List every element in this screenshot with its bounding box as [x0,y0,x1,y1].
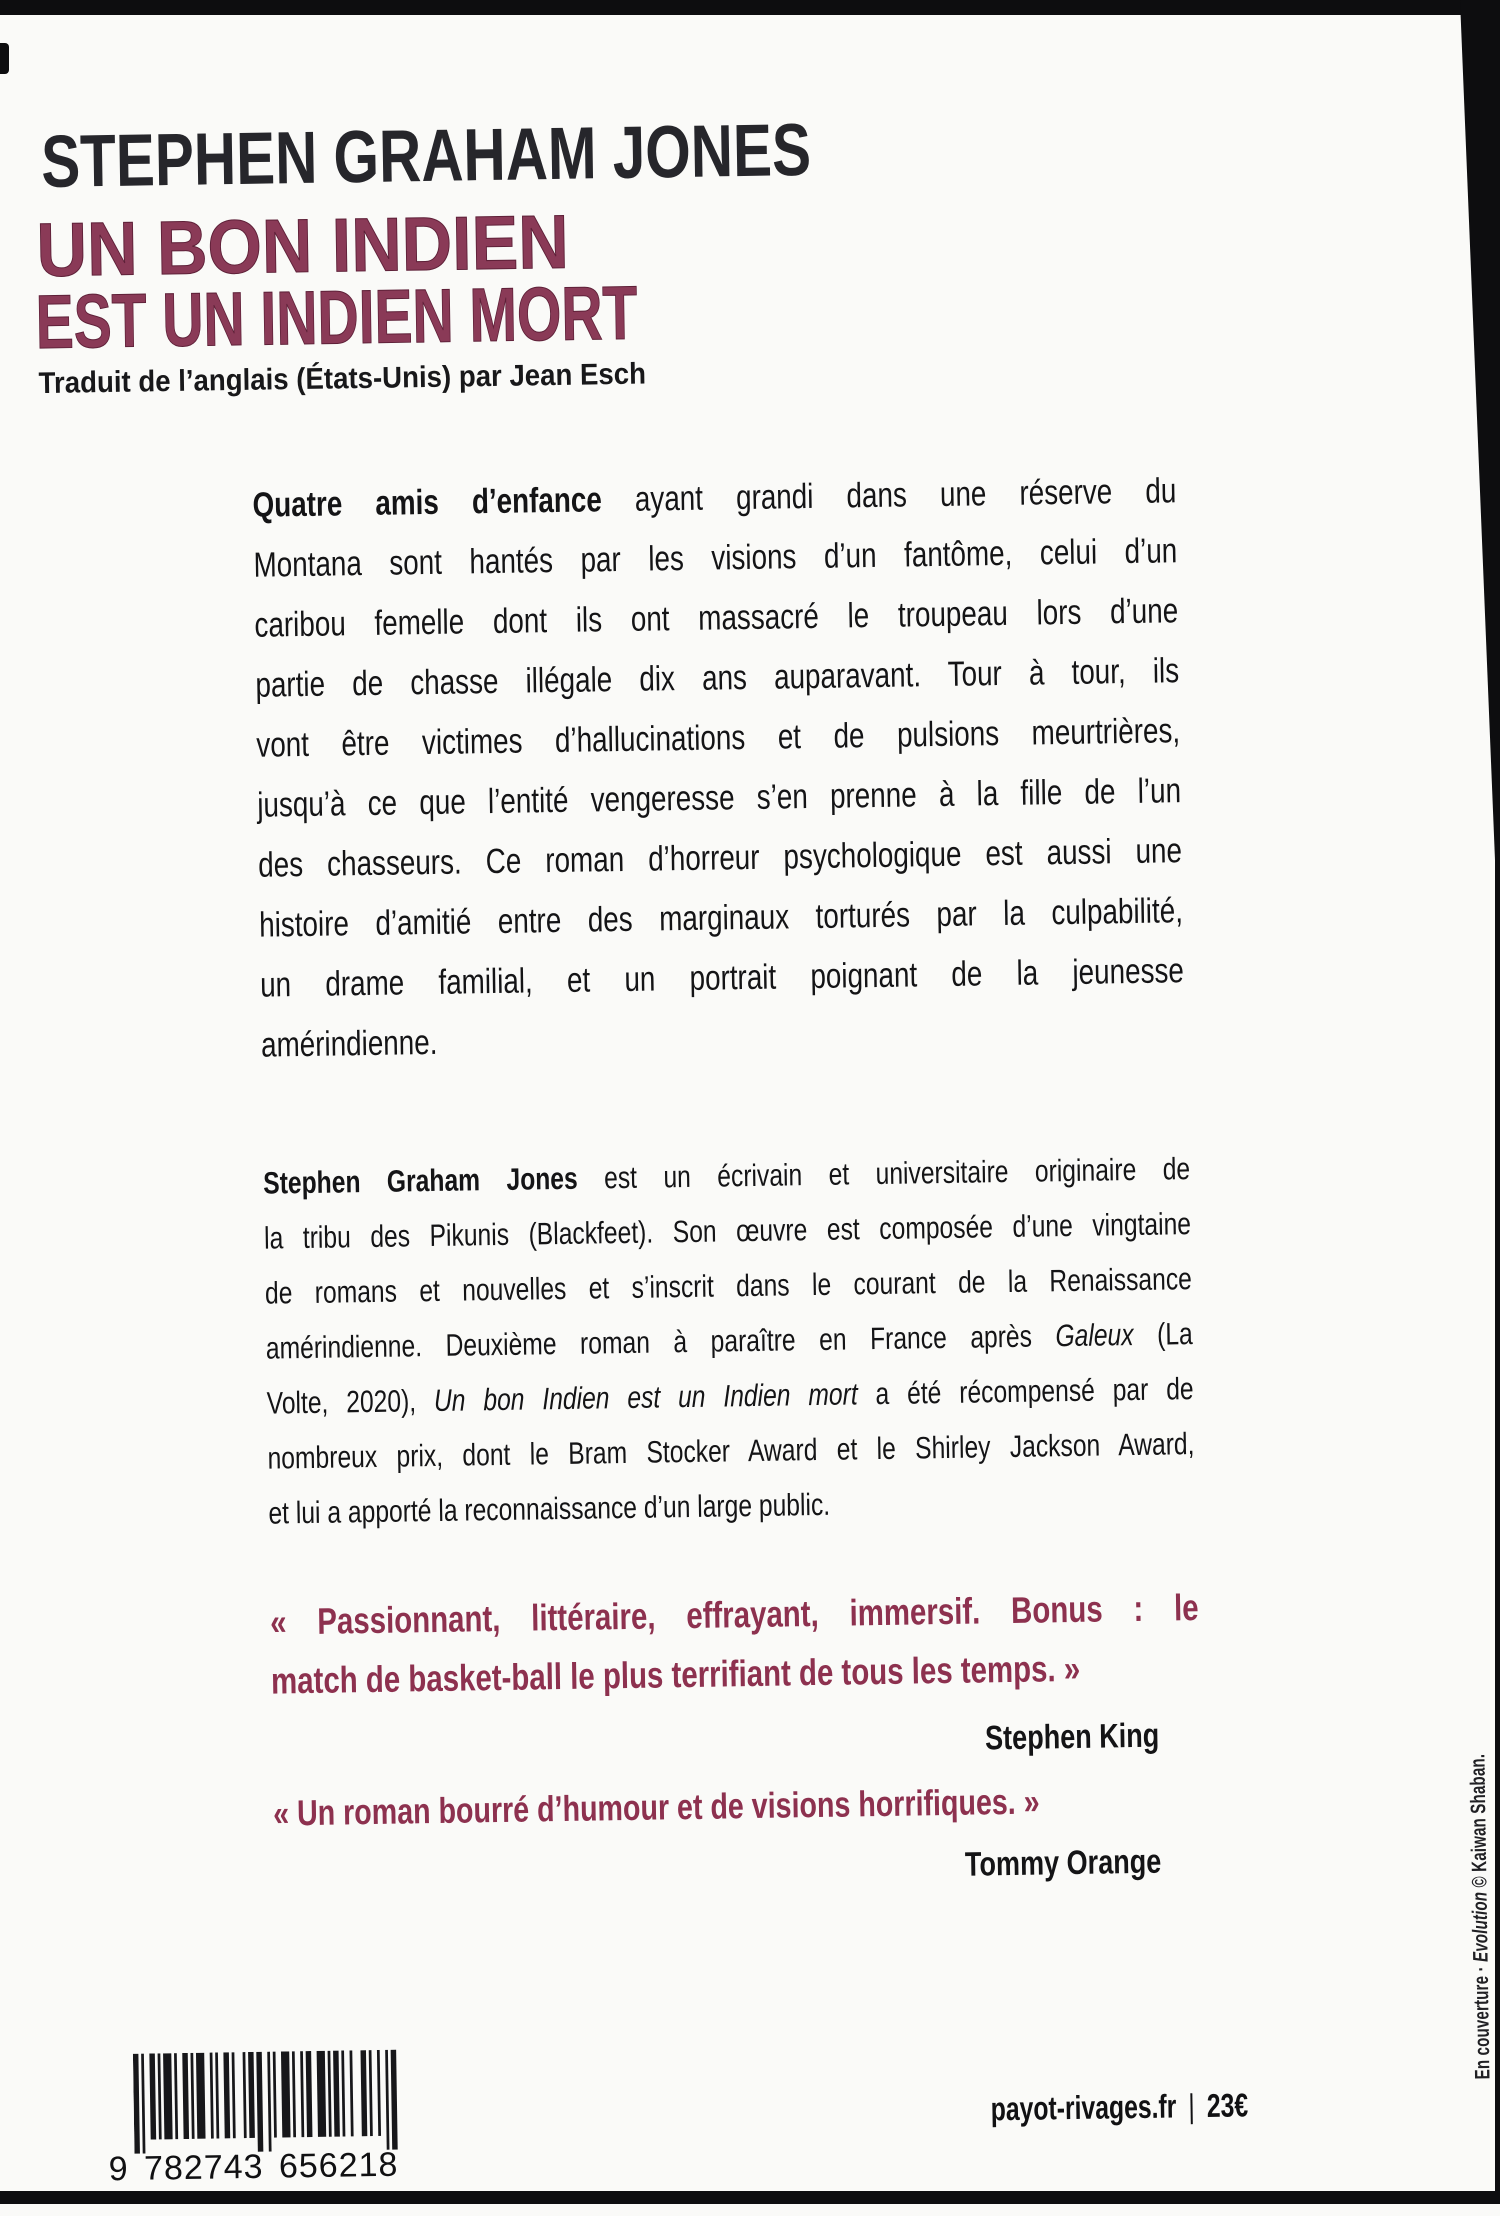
synopsis-line: Montana sont hantés par les visions d’un fantôme, celui d’un [253,531,1178,585]
price: 23€ [1206,2086,1249,2124]
bio-line: et lui a apporté la reconnaissance d’un large public. [268,1486,831,1531]
tommy-orange-quote [273,1776,1203,1899]
bio-line: amérindienne. Deuxième roman à paraître en France après Galeux (La [265,1316,1193,1366]
synopsis-line: Quatre amis d’enfance ayant grandi dans une réserve du [252,471,1177,525]
barcode-bars [133,2050,401,2154]
quote-line: « Un roman bourré d’humour et de visions horrifiques. » [272,1780,1040,1834]
synopsis-line: partie de chasse illégale dix ans auparavant. Tour à tour, ils [255,651,1180,705]
bio-line: nombreux prix, dont le Bram Stocker Award et le Shirley Jackson Award, [267,1426,1195,1476]
bio-line: Volte, 2020), Un bon Indien est un Indien mort a été récompensé par de [266,1371,1194,1421]
quote-line: match de basket-ball le plus terrifiant de tous les temps. » [270,1647,1081,1702]
separator: | [1187,2087,1195,2125]
barcode-number: 9 782743 656218 [108,2145,399,2189]
synopsis-line: un drame familial, et un portrait poignant de la jeunesse [259,951,1185,1005]
publisher-website: payot-rivages.fr [990,2087,1177,2128]
barcode [108,2050,401,2189]
synopsis-line: des chasseurs. Ce roman d’horreur psychologique est aussi une [257,831,1183,885]
quote-line: « Passionnant, littéraire, effrayant, immersif. Bonus : le [269,1587,1199,1643]
bio-line: Stephen Graham Jones est un écrivain et universitaire originaire de [262,1151,1191,1201]
stephen-king-quote [270,1578,1201,1780]
synopsis-line: caribou femelle dont ils ont massacré le troupeau lors d’une [254,591,1179,645]
publisher-line [990,2086,1248,2128]
synopsis-line: amérindienne. [260,1022,438,1065]
synopsis-line: vont être victimes d’hallucinations et de pulsions meurtrières, [256,711,1181,765]
quote-attribution: Stephen King [984,1716,1160,1758]
synopsis-line: jusqu’à ce que l’entité vengeresse s’en prenne à la fille de l’un [257,771,1182,825]
synopsis [252,461,1185,1075]
bio-line: la tribu des Pikunis (Blackfeet). Son œuvre est composée d’une vingtaine [263,1206,1192,1256]
cover-credit: En couverture · Evolution © Kaiwan Shaban. [1466,1753,1495,2080]
book-title-line-1: UN BON INDIEN [35,199,570,294]
author-bio [263,1141,1196,1541]
translation-credit: Traduit de l’anglais (États-Unis) par Jean Esch [38,357,647,401]
synopsis-line: histoire d’amitié entre des marginaux torturés par la culpabilité, [258,891,1184,945]
bio-line: de romans et nouvelles et s’inscrit dans le courant de la Renaissance [264,1261,1193,1311]
author-name: STEPHEN GRAHAM JONES [40,107,812,204]
quote-attribution: Tommy Orange [964,1842,1162,1884]
book-title-line-2: EST UN INDIEN MORT [35,270,638,366]
